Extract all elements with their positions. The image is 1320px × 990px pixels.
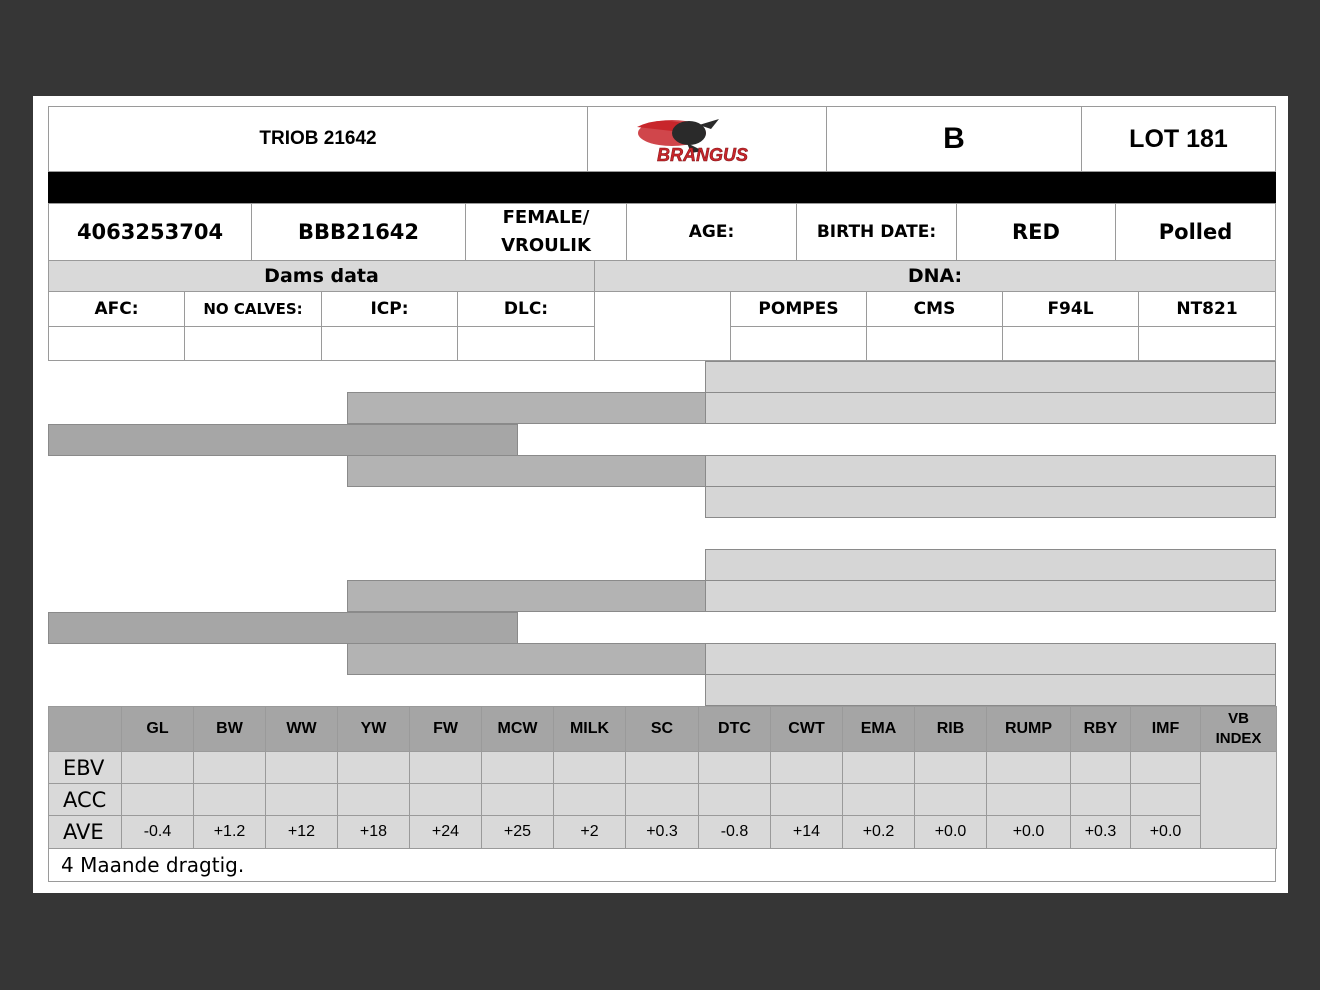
ebv-header-gl: [121, 706, 194, 752]
dams-data-title: [48, 260, 595, 292]
ebv-ave-rump-text: +0.0: [1012, 823, 1045, 840]
ebv-header-cwt: [770, 706, 843, 752]
ebv-row-label-ave-text: AVE: [63, 820, 104, 844]
ebv-header-fw-text: FW: [433, 720, 458, 737]
ebv-row-label-acc-text: ACC: [63, 787, 107, 812]
dlc-value: [457, 326, 595, 361]
ebv-ave-yw-text: +18: [359, 823, 388, 840]
ebv-ebv-rib: [914, 751, 987, 784]
ebv-header-ema-text: EMA: [860, 720, 897, 737]
ebv-header-rby: [1070, 706, 1131, 752]
afc-label: AFC:: [94, 299, 139, 319]
ebv-ebv-mcw: [481, 751, 554, 784]
pedigree-dam-dam-dam: [705, 674, 1276, 706]
pedigree-dam-sire-dam: [705, 580, 1276, 612]
ebv-ave-bw: [193, 815, 266, 849]
ebv-header-yw: [337, 706, 410, 752]
ebv-ebv-fw: [409, 751, 482, 784]
colour: RED: [1012, 220, 1060, 244]
ebv-header-ww-text: WW: [286, 720, 317, 737]
ebv-acc-sc: [625, 783, 699, 816]
no-calves-header: [184, 291, 322, 327]
ebv-ebv-imf: [1130, 751, 1201, 784]
black-band: [48, 172, 1276, 204]
vb-index-index-line1: VB: [1228, 710, 1249, 727]
ebv-header-corner: [48, 706, 122, 752]
ebv-ave-gl-text: -0.4: [143, 823, 172, 840]
ebv-row-label-ebv-text: EBV: [63, 755, 105, 780]
ebv-ave-rby-text: +0.3: [1084, 823, 1117, 840]
vb-index-header: [1200, 706, 1277, 752]
ebv-header-rib-text: RIB: [936, 720, 965, 737]
pedigree-sire-sire: [347, 392, 706, 424]
ebv-ebv-rby: [1070, 751, 1131, 784]
ebv-header-mcw: [481, 706, 554, 752]
ebv-acc-rby: [1070, 783, 1131, 816]
ebv-acc-cwt: [770, 783, 843, 816]
ebv-header-dtc-text: DTC: [718, 720, 751, 737]
lot-number: LOT 181: [1129, 124, 1228, 153]
vb-index-index-line2: INDEX: [1215, 730, 1262, 747]
ebv-header-sc-text: SC: [650, 720, 674, 737]
afc-header: [48, 291, 185, 327]
reg-number: BBB21642: [297, 220, 420, 244]
ebv-ave-ww-text: +12: [287, 823, 316, 840]
ebv-header-rib: [914, 706, 987, 752]
ebv-header-bw-text: BW: [216, 720, 243, 737]
ebv-header-fw: [409, 706, 482, 752]
ebv-row-label-ebv: [48, 751, 122, 784]
ebv-ave-mcw: [481, 815, 554, 849]
pedigree-dam-sire: [347, 580, 706, 612]
sex-cell: [465, 203, 627, 261]
ebv-ave-sc-text: +0.3: [646, 823, 678, 840]
ebv-acc-gl: [121, 783, 194, 816]
brangus-logo: [587, 106, 827, 172]
pedigree-sire-sire-sire: [705, 361, 1276, 393]
ebv-header-cwt-text: CWT: [788, 720, 825, 737]
ebv-ave-imf-text: +0.0: [1149, 823, 1182, 840]
ebv-ebv-sc: [625, 751, 699, 784]
dlc-label: DLC:: [503, 299, 549, 319]
ebv-ave-cwt-text: +14: [792, 823, 821, 840]
reg-number-cell: [251, 203, 466, 261]
pedigree-sire-dam: [347, 455, 706, 487]
cms-value: [866, 326, 1003, 361]
ebv-header-rby-text: RBY: [1083, 720, 1118, 737]
ebv-row-label-acc: [48, 783, 122, 816]
ebv-header-gl-text: GL: [146, 720, 169, 737]
horn-status-cell: [1115, 203, 1276, 261]
ebv-header-sc: [625, 706, 699, 752]
ebv-header-ww: [265, 706, 338, 752]
f94l-value: [1002, 326, 1139, 361]
ebv-acc-milk: [553, 783, 626, 816]
pedigree-dam-dam: [347, 643, 706, 675]
pedigree-dam-sire-sire: [705, 549, 1276, 581]
age-cell: [626, 203, 797, 261]
pompes-header: [730, 291, 867, 327]
vb-index-value: [1200, 751, 1277, 849]
ebv-ave-yw: [337, 815, 410, 849]
ebv-acc-bw: [193, 783, 266, 816]
ebv-ave-cwt: [770, 815, 843, 849]
ebv-ebv-gl: [121, 751, 194, 784]
grade-cell: [826, 106, 1082, 172]
pedigree-sire: [48, 424, 518, 456]
pedigree-sire-dam-sire: [705, 455, 1276, 487]
ebv-ave-rib-text: +0.0: [934, 823, 967, 840]
cms-header: [866, 291, 1003, 327]
animal-name-cell: [48, 106, 588, 172]
pompes-label: POMPES: [758, 299, 839, 319]
pedigree-sire-dam-dam: [705, 486, 1276, 518]
ebv-header-rump-text: RUMP: [1004, 720, 1053, 737]
animal-name: TRIOB 21642: [259, 128, 377, 149]
ebv-ave-bw-text: +1.2: [213, 823, 246, 840]
ebv-acc-dtc: [698, 783, 771, 816]
ebv-ebv-cwt: [770, 751, 843, 784]
ebv-ave-milk: [553, 815, 626, 849]
ebv-ave-fw: [409, 815, 482, 849]
ebv-header-bw: [193, 706, 266, 752]
ebv-ebv-rump: [986, 751, 1071, 784]
ebv-header-rump: [986, 706, 1071, 752]
brangus-logo-text: BRANGUS: [657, 145, 749, 165]
ebv-row-label-ave: [48, 815, 122, 849]
ebv-ebv-milk: [553, 751, 626, 784]
f94l-label: F94L: [1047, 299, 1094, 319]
nt821-value: [1138, 326, 1276, 361]
lot-sheet: [33, 96, 1288, 893]
cms-label: CMS: [913, 299, 956, 319]
ebv-header-yw-text: YW: [360, 720, 387, 737]
ebv-acc-rump: [986, 783, 1071, 816]
ebv-header-dtc: [698, 706, 771, 752]
colour-cell: [956, 203, 1116, 261]
id-number: 4063253704: [76, 220, 224, 244]
ebv-acc-ww: [265, 783, 338, 816]
ebv-acc-rib: [914, 783, 987, 816]
ebv-ave-ema-text: +0.2: [862, 823, 895, 840]
icp-value: [321, 326, 458, 361]
horn-status: Polled: [1158, 220, 1233, 244]
ebv-ave-milk-text: +2: [580, 823, 599, 840]
ebv-ebv-ema: [842, 751, 915, 784]
ebv-header-milk-text: MILK: [569, 720, 610, 737]
birth-date-label: BIRTH DATE:: [816, 222, 937, 242]
ebv-header-mcw-text: MCW: [497, 720, 538, 737]
ebv-acc-ema: [842, 783, 915, 816]
dna-title-text: DNA:: [907, 265, 963, 287]
dna-blank-cell: [594, 291, 731, 361]
ebv-ebv-dtc: [698, 751, 771, 784]
note-row: [48, 848, 1276, 882]
ebv-ave-dtc-text: -0.8: [720, 823, 749, 840]
ebv-header-imf: [1130, 706, 1201, 752]
ebv-ave-rby: [1070, 815, 1131, 849]
pedigree-dam-dam-sire: [705, 643, 1276, 675]
icp-header: [321, 291, 458, 327]
ebv-ave-ema: [842, 815, 915, 849]
lot-number-cell: [1081, 106, 1276, 172]
dams-data-title-text: Dams data: [264, 265, 379, 287]
ebv-ave-mcw-text: +25: [503, 823, 532, 840]
ebv-ebv-yw: [337, 751, 410, 784]
pedigree-sire-sire-dam: [705, 392, 1276, 424]
birth-date-cell: [796, 203, 957, 261]
note-text: 4 Maande dragtig.: [61, 853, 245, 877]
ebv-ave-sc: [625, 815, 699, 849]
ebv-acc-fw: [409, 783, 482, 816]
ebv-ave-gl: [121, 815, 194, 849]
ebv-header-ema: [842, 706, 915, 752]
ebv-header-milk: [553, 706, 626, 752]
ebv-ebv-bw: [193, 751, 266, 784]
dna-title: [594, 260, 1276, 292]
ebv-acc-imf: [1130, 783, 1201, 816]
ebv-ave-ww: [265, 815, 338, 849]
sex-label-line2: VROULIK: [501, 235, 591, 256]
afc-value: [48, 326, 185, 361]
f94l-header: [1002, 291, 1139, 327]
no-calves-label: NO CALVES:: [203, 300, 303, 318]
ebv-ave-rib: [914, 815, 987, 849]
nt821-label: NT821: [1176, 299, 1238, 319]
ebv-ebv-ww: [265, 751, 338, 784]
age-label: AGE:: [688, 222, 735, 242]
pompes-value: [730, 326, 867, 361]
ebv-ave-dtc: [698, 815, 771, 849]
ebv-ave-rump: [986, 815, 1071, 849]
sex-label-line1: FEMALE/: [502, 207, 590, 228]
ebv-ave-fw-text: +24: [431, 823, 460, 840]
grade: B: [943, 122, 965, 155]
id-number-cell: [48, 203, 252, 261]
ebv-acc-mcw: [481, 783, 554, 816]
nt821-header: [1138, 291, 1276, 327]
ebv-ave-imf: [1130, 815, 1201, 849]
icp-label: ICP:: [370, 299, 409, 319]
bull-head-icon: [627, 113, 787, 165]
ebv-header-imf-text: IMF: [1151, 720, 1180, 737]
no-calves-value: [184, 326, 322, 361]
dlc-header: [457, 291, 595, 327]
pedigree-dam: [48, 612, 518, 644]
ebv-acc-yw: [337, 783, 410, 816]
